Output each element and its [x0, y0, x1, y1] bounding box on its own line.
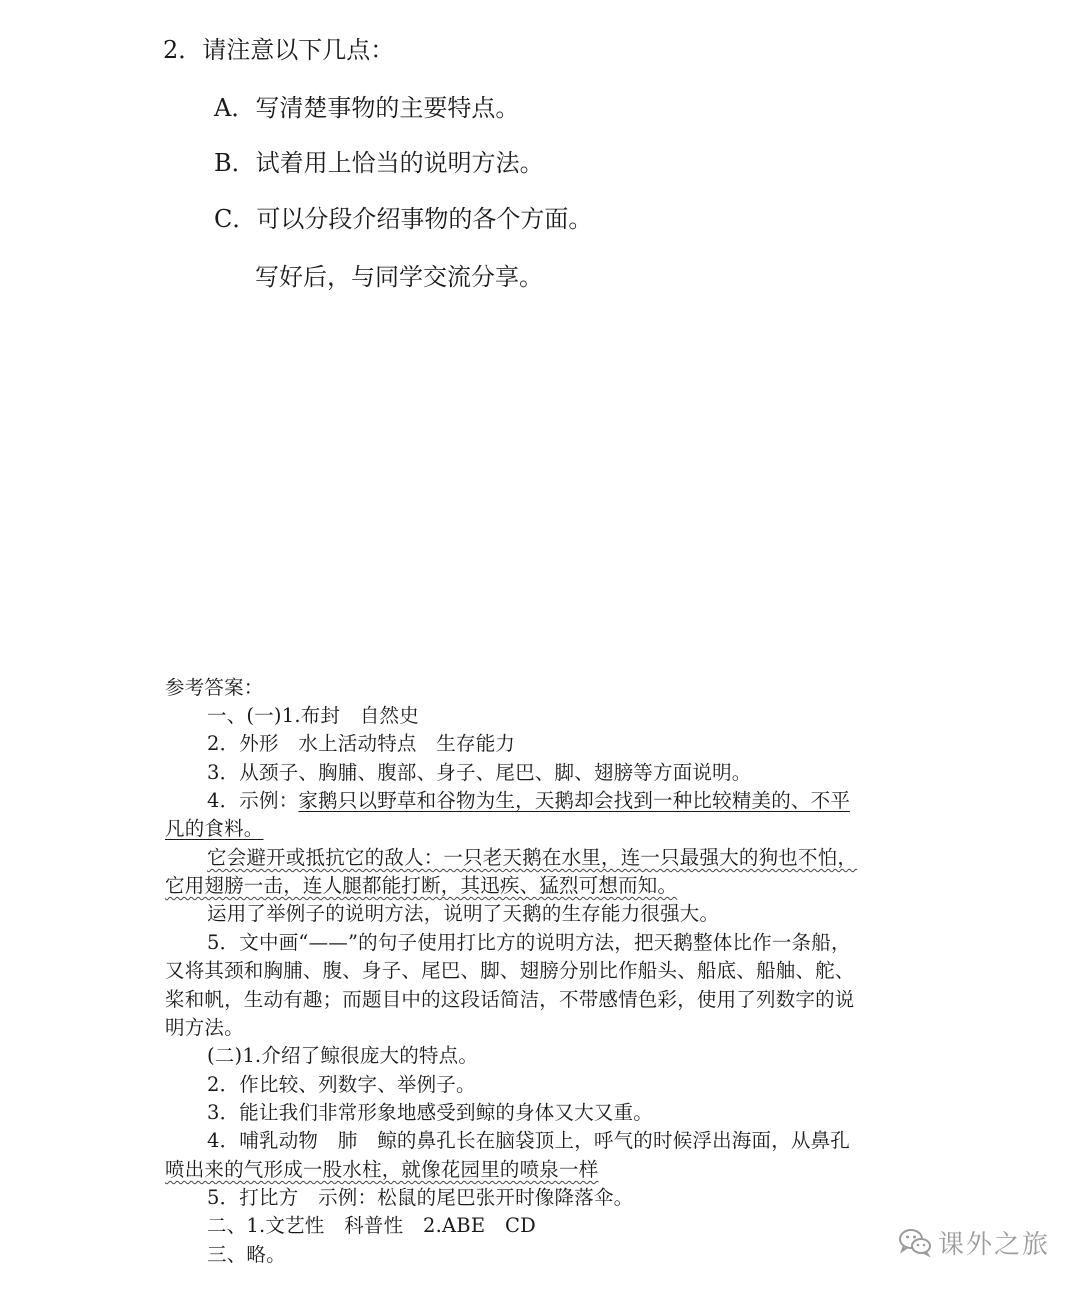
answer-2-4-line1: 4．哺乳动物 肺 鲸的鼻孔长在脑袋顶上，呼气的时候浮出海面，从鼻孔 — [207, 1129, 851, 1152]
answer-1-4-underlined-2: 凡的食料。 — [165, 817, 264, 840]
instruction-closing: 写好后，与同学交流分享。 — [255, 263, 543, 291]
answer-2-4-line2 — [165, 1158, 598, 1182]
answer-1-2: 2．外形 水上活动特点 生存能力 — [207, 732, 516, 755]
answer-2-3: 3．能让我们非常形象地感受到鲸的身体又大又重。 — [207, 1101, 654, 1124]
answer-2-2: 2．作比较、列数字、举例子。 — [207, 1073, 476, 1096]
answer-1-5-line2: 又将其颈和胸脯、腹、身子、尾巴、脚、翅膀分别比作船头、船底、船舳、舵、 — [165, 959, 855, 982]
answer-1-4-line1 — [207, 789, 850, 813]
answer-2-4-wavy: 喷出来的气形成一股水柱，就像花园里的喷泉一样 — [165, 1158, 599, 1181]
answer-1-3: 3．从颈子、胸脯、腹部、身子、尾巴、脚、翅膀等方面说明。 — [207, 761, 752, 784]
answer-1-4-wavy-1: 它会避开或抵抗它的敌人：一只老天鹅在水里，连一只最强大的狗也不怕， — [207, 846, 858, 869]
answer-part-2: 二、1.文艺性 科普性 2.ABE CD — [207, 1214, 536, 1237]
answer-2-5: 5．打比方 示例：松鼠的尾巴张开时像降落伞。 — [207, 1186, 634, 1209]
answer-part-3: 三、略。 — [207, 1243, 286, 1266]
answer-1-1: 一、(一)1.布封 自然史 — [207, 704, 419, 727]
answer-1-4-line3 — [207, 846, 857, 870]
answer-1-4-prefix: 4．示例： — [207, 789, 299, 812]
answer-2-1: (二)1.介绍了鲸很庞大的特点。 — [207, 1044, 479, 1067]
instruction-item-a: A．写清楚事物的主要特点。 — [214, 94, 520, 122]
answer-1-4-explain: 运用了举例子的说明方法，说明了天鹅的生存能力很强大。 — [207, 902, 720, 925]
answer-1-4-underlined-1: 家鹅只以野草和谷物为生，天鹅却会找到一种比较精美的、不平 — [298, 789, 851, 812]
instruction-item-c: C．可以分段介绍事物的各个方面。 — [214, 205, 593, 233]
answer-1-5-line3: 桨和帆，生动有趣；而题目中的这段话简洁，不带感情色彩，使用了列数字的说 — [165, 988, 855, 1011]
answer-1-5-line4: 明方法。 — [165, 1016, 244, 1039]
answer-1-5-line1: 5．文中画“——”的句子使用打比方的说明方法，把天鹅整体比作一条船， — [207, 931, 851, 954]
instruction-item-b: B．试着用上恰当的说明方法。 — [214, 149, 544, 177]
watermark-text: 课外之旅 — [938, 1229, 1051, 1260]
instruction-heading: 2．请注意以下几点： — [163, 36, 395, 64]
wechat-icon — [898, 1227, 932, 1257]
answers-title: 参考答案： — [165, 676, 264, 699]
answer-1-4-line2 — [165, 817, 264, 841]
answer-1-4-line4 — [165, 874, 677, 898]
watermark — [898, 1222, 1050, 1262]
answer-1-4-wavy-2: 它用翅膀一击，连人腿都能打断，其迅疾、猛烈可想而知。 — [165, 874, 678, 897]
